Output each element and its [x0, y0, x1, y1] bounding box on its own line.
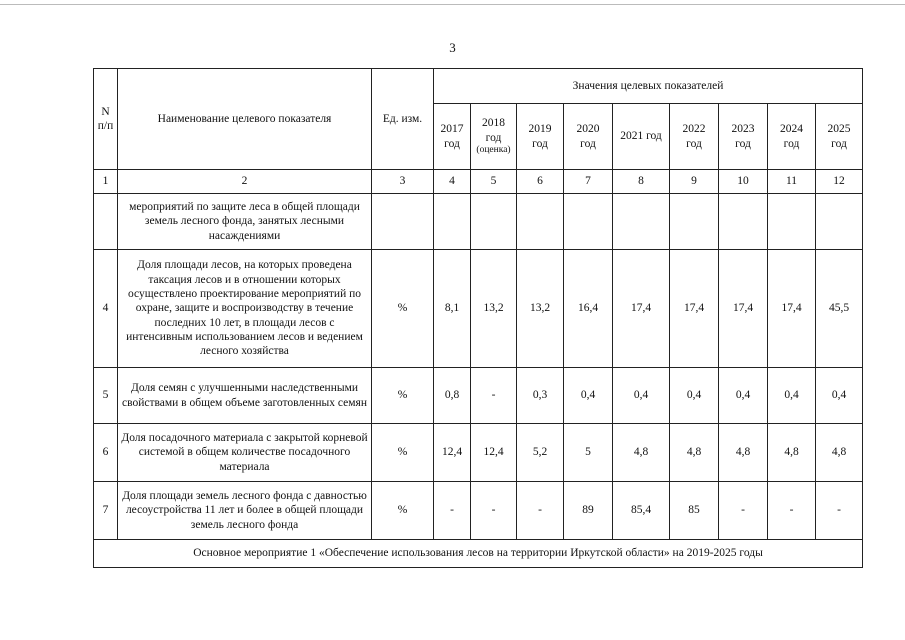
header-year-cell: [816, 104, 863, 170]
target-indicators-table: [93, 68, 863, 568]
table-row: [94, 424, 863, 482]
header-year-line: 2021 год: [620, 130, 662, 143]
value-cell: 0,4: [564, 368, 613, 424]
value-cell: 0,4: [613, 368, 670, 424]
value-cell: 45,5: [816, 250, 863, 368]
value-cell: 4,8: [816, 424, 863, 482]
page-number: 3: [449, 40, 456, 55]
indicator-name-cell: Доля семян с улучшенными наследственными свойствами в общем объеме заготовленных семян: [118, 368, 372, 424]
header-year-line: год: [686, 137, 702, 150]
column-number-cell: 11: [768, 170, 816, 194]
header-year-cell: [613, 104, 670, 170]
header-year-line: 2024: [780, 123, 803, 136]
value-cell: 13,2: [517, 250, 564, 368]
header-year-cell: [564, 104, 613, 170]
row-number-cell: 5: [94, 368, 118, 424]
value-cell: 17,4: [613, 250, 670, 368]
value-cell: 8,1: [434, 250, 471, 368]
header-num: N п/п: [94, 69, 118, 170]
value-cell: 17,4: [670, 250, 719, 368]
header-year-line: 2022: [682, 123, 706, 136]
header-year-cell: [471, 104, 517, 170]
value-cell: [434, 194, 471, 250]
header-year-line: год: [580, 137, 596, 150]
value-cell: [613, 194, 670, 250]
value-cell: 0,3: [517, 368, 564, 424]
header-year-line: 2023: [731, 123, 755, 136]
indicator-name-cell: мероприятий по защите леса в общей площади земель лесного фонда, занятых лесными насаждениями: [118, 194, 372, 250]
value-cell: -: [719, 482, 768, 540]
value-cell: 4,8: [670, 424, 719, 482]
column-number-cell: 7: [564, 170, 613, 194]
value-cell: 12,4: [471, 424, 517, 482]
header-year-cell: [768, 104, 816, 170]
header-name: Наименование целевого показателя: [118, 69, 372, 170]
value-cell: 0,4: [816, 368, 863, 424]
value-cell: -: [768, 482, 816, 540]
column-number-cell: 1: [94, 170, 118, 194]
header-year-line: год: [444, 137, 460, 150]
value-cell: 4,8: [613, 424, 670, 482]
column-number-cell: 3: [372, 170, 434, 194]
indicator-name-cell: Доля посадочного материала с закрытой корневой системой в общем количестве посадочного материала: [118, 424, 372, 482]
column-number-cell: 5: [471, 170, 517, 194]
header-unit: Ед. изм.: [372, 69, 434, 170]
top-scan-edge: [0, 4, 905, 5]
value-cell: 5: [564, 424, 613, 482]
unit-cell: %: [372, 368, 434, 424]
header-year-line: 2025: [827, 123, 851, 136]
unit-cell: %: [372, 250, 434, 368]
value-cell: 85: [670, 482, 719, 540]
value-cell: 12,4: [434, 424, 471, 482]
value-cell: -: [471, 482, 517, 540]
header-year-line: (оценка): [476, 144, 511, 155]
table-row: [94, 194, 863, 250]
row-number-cell: 4: [94, 250, 118, 368]
value-cell: [768, 194, 816, 250]
value-cell: 17,4: [719, 250, 768, 368]
column-number-cell: 10: [719, 170, 768, 194]
section-row: [94, 540, 863, 568]
header-year-cell: [719, 104, 768, 170]
unit-cell: %: [372, 424, 434, 482]
value-cell: -: [434, 482, 471, 540]
value-cell: 16,4: [564, 250, 613, 368]
indicator-name-cell: Доля площади лесов, на которых проведена таксация лесов и в отношении которых осуществлено проектирование мероприятий по охране, защите и воспроизводству в течение последних 10 лет, в площади лесов с интенсивным использованием лесов и ведением лесного хозяйства: [118, 250, 372, 368]
column-number-cell: 2: [118, 170, 372, 194]
value-cell: 4,8: [719, 424, 768, 482]
header-year-line: год: [831, 137, 847, 150]
table-row: [94, 482, 863, 540]
value-cell: -: [816, 482, 863, 540]
column-number-cell: 8: [613, 170, 670, 194]
indicator-name-cell: Доля площади земель лесного фонда с давностью лесоустройства 11 лет и более в общей площади земель лесного фонда: [118, 482, 372, 540]
value-cell: 5,2: [517, 424, 564, 482]
header-year-line: 2020: [576, 123, 600, 136]
header-row-top: [94, 69, 863, 104]
unit-cell: %: [372, 482, 434, 540]
value-cell: 0,4: [719, 368, 768, 424]
value-cell: 89: [564, 482, 613, 540]
header-year-line: 2019: [528, 123, 552, 136]
value-cell: [670, 194, 719, 250]
column-number-cell: 9: [670, 170, 719, 194]
value-cell: 85,4: [613, 482, 670, 540]
header-year-cell: [517, 104, 564, 170]
value-cell: [564, 194, 613, 250]
value-cell: 4,8: [768, 424, 816, 482]
value-cell: -: [517, 482, 564, 540]
header-year-cell: [434, 104, 471, 170]
table-row: [94, 368, 863, 424]
value-cell: 0,4: [768, 368, 816, 424]
row-number-cell: [94, 194, 118, 250]
column-number-cell: 4: [434, 170, 471, 194]
header-year-cell: [670, 104, 719, 170]
header-year-line: год: [783, 137, 800, 150]
header-year-line: год: [532, 137, 548, 150]
value-cell: [816, 194, 863, 250]
value-cell: [517, 194, 564, 250]
column-number-cell: 6: [517, 170, 564, 194]
header-year-line: 2018: [482, 117, 505, 130]
value-cell: 13,2: [471, 250, 517, 368]
value-cell: 0,8: [434, 368, 471, 424]
value-cell: 0,4: [670, 368, 719, 424]
header-year-line: год: [485, 131, 502, 144]
table-row: [94, 250, 863, 368]
value-cell: 17,4: [768, 250, 816, 368]
header-year-line: год: [735, 137, 751, 150]
unit-cell: [372, 194, 434, 250]
row-number-cell: 6: [94, 424, 118, 482]
value-cell: [719, 194, 768, 250]
value-cell: -: [471, 368, 517, 424]
header-values-group: Значения целевых показателей: [434, 69, 863, 104]
row-number-cell: 7: [94, 482, 118, 540]
section-title-cell: Основное мероприятие 1 «Обеспечение использования лесов на территории Иркутской области» на 2019-2025 годы: [94, 540, 863, 568]
header-year-line: 2017: [440, 123, 464, 136]
value-cell: [471, 194, 517, 250]
column-number-row: [94, 170, 863, 194]
column-number-cell: 12: [816, 170, 863, 194]
